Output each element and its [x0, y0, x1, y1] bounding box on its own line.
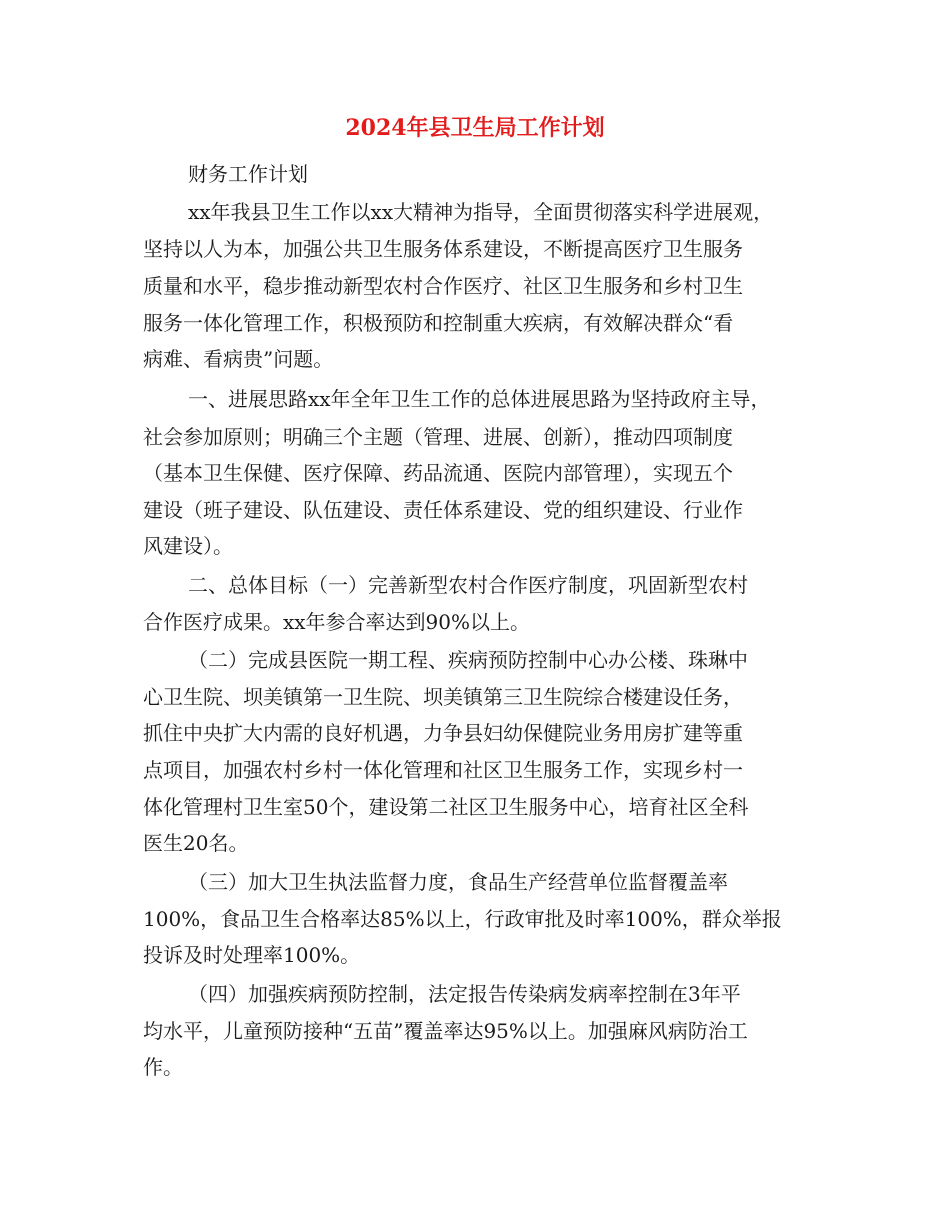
text-line: 质量和水平，稳步推动新型农村合作医疗、社区卫生服务和乡村卫生 [143, 274, 743, 298]
text-line: 点项目，加强农村乡村一体化管理和社区卫生服务工作，实现乡村一 [143, 758, 743, 782]
text-line: 均水平，儿童预防接种“五苗”覆盖率达95%以上。加强麻风病防治工 [143, 1019, 748, 1043]
text-line: 医生20名。 [143, 831, 249, 855]
text-line: （基本卫生保健、医疗保障、药品流通、医院内部管理），实现五个 [143, 461, 733, 485]
text-line: 100%，食品卫生合格率达85%以上，行政审批及时率100%，群众举报 [143, 907, 782, 931]
text-line: 投诉及时处理率100%。 [143, 943, 361, 967]
text-line: 服务一体化管理工作，积极预防和控制重大疾病，有效解决群众“看 [143, 311, 734, 335]
text-line: 社会参加原则；明确三个主题（管理、进展、创新），推动四项制度 [143, 425, 733, 449]
text-line: 一、进展思路xx年全年卫生工作的总体进展思路为坚持政府主导， [188, 387, 771, 411]
text-line: xx年我县卫生工作以xx大精神为指导，全面贯彻落实科学进展观， [188, 200, 774, 224]
text-line: （三）加大卫生执法监督力度，食品生产经营单位监督覆盖率 [188, 870, 728, 894]
text-line: 体化管理村卫生室50个，建设第二社区卫生服务中心，培育社区全科 [143, 795, 749, 819]
text-line: 心卫生院、坝美镇第一卫生院、坝美镇第三卫生院综合楼建设任务， [143, 685, 743, 709]
text-line: （四）加强疾病预防控制，法定报告传染病发病率控制在3年平 [188, 982, 741, 1006]
text-line: 病难、看病贵”问题。 [143, 347, 334, 371]
document-title: 2024年县卫生局工作计划 [345, 115, 605, 141]
text-line: 二、总体目标（一）完善新型农村合作医疗制度，巩固新型农村 [188, 573, 748, 597]
text-line: 建设（班子建设、队伍建设、责任体系建设、党的组织建设、行业作 [143, 498, 743, 522]
text-line: 风建设）。 [143, 534, 233, 558]
text-line: 财务工作计划 [188, 162, 308, 186]
text-line: 作。 [143, 1055, 183, 1079]
text-line: 坚持以人为本，加强公共卫生服务体系建设，不断提高医疗卫生服务 [143, 237, 743, 261]
text-line: （二）完成县医院一期工程、疾病预防控制中心办公楼、珠琳中 [188, 648, 748, 672]
text-line: 合作医疗成果。xx年参合率达到90%以上。 [143, 610, 531, 634]
text-line: 抓住中央扩大内需的良好机遇，力争县妇幼保健院业务用房扩建等重 [143, 721, 743, 745]
